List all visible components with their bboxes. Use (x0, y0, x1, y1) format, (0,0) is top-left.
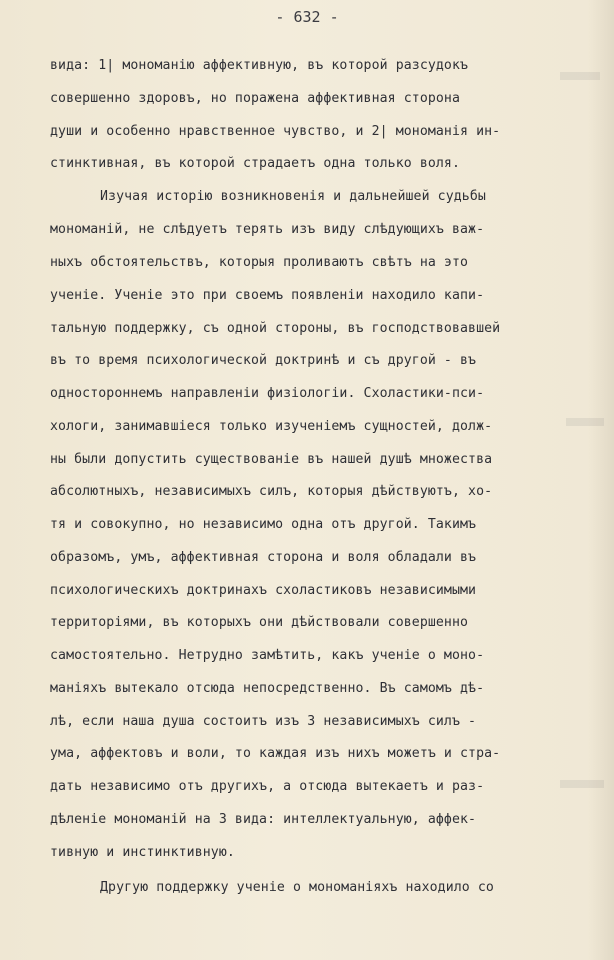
text-line: хологи, занимавшіеся только изученіемъ сущностей, долж- (50, 419, 493, 434)
text-line: совершенно здоровъ, но поражена аффективная сторона (50, 91, 461, 106)
page-edge-shadow (588, 0, 614, 960)
text-line: маніяхъ вытекало отсюда непосредственно. Въ самомъ дѣ- (50, 681, 485, 696)
bleed-through-mark (566, 418, 604, 426)
text-line: ученіе. Ученіе это при своемъ появленіи находило капи- (50, 288, 485, 303)
text-line: одностороннемъ направленіи физіологіи. Схоластики-пси- (50, 386, 485, 401)
text-line: Изучая исторію возникновенія и дальнейшей судьбы (100, 189, 486, 204)
text-line: мономаній, не слѣдуетъ терять изъ виду слѣдующихъ важ- (50, 222, 485, 237)
text-line: образомъ, умъ, аффективная сторона и воля обладали въ (50, 550, 477, 565)
page-number: - 632 - (275, 8, 339, 26)
text-line: тивную и инстинктивную. (50, 845, 235, 860)
text-line: Другую поддержку ученіе о мономаніяхъ находило со (100, 880, 494, 895)
bleed-through-mark (560, 780, 604, 788)
text-line: психологическихъ доктринахъ схоластиковъ независимыми (50, 583, 477, 598)
text-line: въ то время психологической доктринѣ и съ другой - въ (50, 353, 477, 368)
text-line: самостоятельно. Нетрудно замѣтить, какъ ученіе о моно- (50, 648, 485, 663)
text-line: тя и совокупно, но независимо одна отъ другой. Такимъ (50, 517, 477, 532)
text-line: абсолютныхъ, независимыхъ силъ, которыя дѣйствуютъ, хо- (50, 484, 493, 499)
text-line: ума, аффектовъ и воли, то каждая изъ нихъ можетъ и стра- (50, 746, 501, 761)
text-line: стинктивная, въ которой страдаетъ одна только воля. (50, 156, 461, 171)
text-line: территоріями, въ которыхъ они дѣйствовали совершенно (50, 615, 469, 630)
bleed-through-mark (560, 72, 600, 80)
text-line: ны были допустить существованіе въ нашей душѣ множества (50, 452, 493, 467)
text-line: тальную поддержку, съ одной стороны, въ господствовавшей (50, 321, 501, 336)
text-line: дать независимо отъ другихъ, а отсюда вытекаетъ и раз- (50, 779, 485, 794)
text-line: лѣ, если наша душа состоитъ изъ 3 независимыхъ силъ - (50, 714, 477, 729)
text-line: дѣленіе мономаній на 3 вида: интеллектуальную, аффек- (50, 812, 477, 827)
text-line: вида: 1| мономанію аффективную, въ которой разсудокъ (50, 58, 469, 73)
text-line: души и особенно нравственное чувство, и 2| мономанія ин- (50, 124, 501, 139)
text-line: ныхъ обстоятельствъ, которыя проливаютъ свѣтъ на это (50, 255, 469, 270)
